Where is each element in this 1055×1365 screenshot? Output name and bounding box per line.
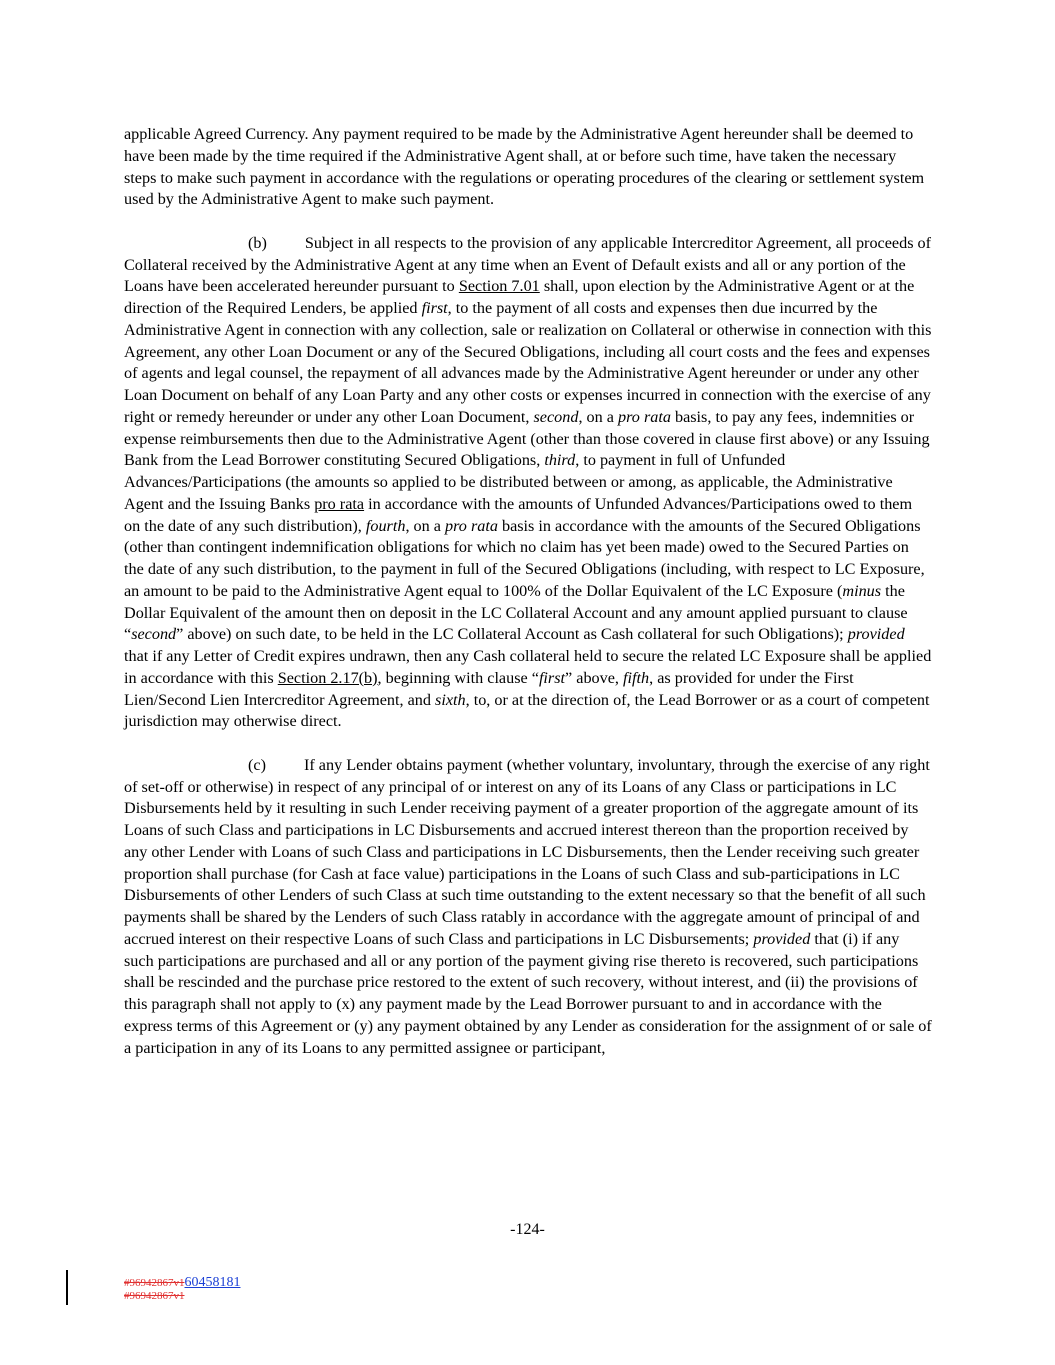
emphasis-third: third <box>544 451 576 470</box>
paragraph-b-text: , on a <box>405 516 446 535</box>
section-ref-7-01: Section 7.01 <box>458 277 540 296</box>
paragraph-c <box>124 755 932 1060</box>
paragraph-b-text: basis, to pay any fees, indemnities or expense reimbursements then due to the Administrative Agent (other than those covered in clause first above) or any Issuing Bank from the Lead Borrower constituting Secured Obligations, <box>124 407 930 470</box>
emphasis-first: first <box>421 299 448 317</box>
underlined-pro-rata: pro rata <box>314 494 365 513</box>
deleted-document-id: #96942867v1 <box>124 1277 185 1289</box>
emphasis-provided: provided <box>753 929 811 948</box>
clause-label-c: (c) <box>248 755 266 774</box>
paragraph-b-text: ” above) on such date, to be held in the LC Collateral Account as Cash collateral for such Obligations); <box>176 625 848 644</box>
paragraph-b-text: in accordance with the amounts of Unfunded Advances/Participations owed to them on the date of any such distribution), <box>124 494 913 535</box>
document-id-line-1 <box>124 1276 241 1290</box>
emphasis-pro-rata: pro rata <box>618 407 671 426</box>
document-body <box>124 124 932 1081</box>
deleted-document-id: #96942867v1 <box>124 1290 185 1302</box>
emphasis-sixth: sixth <box>435 690 466 709</box>
emphasis-fourth: fourth <box>365 516 406 535</box>
paragraph-b-text: , as provided for under the First Lien/Second Lien Intercreditor Agreement, and <box>124 668 854 709</box>
emphasis-second: second <box>533 407 579 426</box>
paragraph-b-text: Subject in all respects to the provision of any applicable Intercreditor Agreement, all proceeds of Collateral received by the Administrative Agent at any time when an Event of Default exists and all or any portion of the Loans have been accelerated hereunder pursuant to <box>124 233 932 296</box>
emphasis-pro-rata: pro rata <box>445 516 498 535</box>
paragraph-b-text: shall, upon election by the Administrative Agent or at the direction of the Required Lenders, be applied <box>124 277 915 317</box>
paragraph-b <box>124 233 932 733</box>
emphasis-second: second <box>131 625 177 644</box>
paragraph-c-text: that (i) if any such participations are purchased and all or any portion of the payment giving rise thereto is recovered, such participations shall be rescinded and the purchase price restored to the extent of such recovery, without interest, and (ii) the provisions of this paragraph shall not apply to (x) any payment made by the Lead Borrower pursuant to and in accordance with the express terms of this Agreement or (y) any payment obtained by any Lender as consideration for the assignment of or sale of a participation in any of its Loans to any permitted assignee or participant, <box>124 929 932 1057</box>
paragraph-b-text: ” above, <box>565 668 624 687</box>
paragraph-b-text: that if any Letter of Credit expires undrawn, then any Cash collateral held to secure the related LC Exposure shall be applied in accordance with this <box>124 647 932 687</box>
paragraph-b-text: , to payment in full of Unfunded Advances/Participations (the amounts so applied to be distributed between or among, as applicable, the Administrative Agent and the Issuing Banks <box>124 451 893 513</box>
revision-change-bar <box>66 1270 68 1305</box>
paragraph-b-text: basis in accordance with the amounts of the Secured Obligations (other than contingent indemnification obligations for which no claim has yet been made) owed to the Secured Parties on the date of any such distribution, to the payment in full of the Secured Obligations (including, with respect to LC Exposure, an amount to be paid to the Administrative Agent equal to 100% of the Dollar Equivalent of the LC Exposure ( <box>124 516 925 600</box>
paragraph-a <box>124 124 932 211</box>
emphasis-first: first <box>538 668 566 687</box>
emphasis-provided: provided <box>847 625 905 644</box>
document-id-line-2 <box>124 1290 185 1303</box>
emphasis-minus: minus <box>842 581 882 600</box>
paragraph-b-text: the Dollar Equivalent of the amount then on deposit in the LC Collateral Account and any amount applied pursuant to clause “ <box>124 581 908 644</box>
emphasis-fifth: fifth <box>623 668 650 687</box>
section-ref-2-17b: Section 2.17(b) <box>277 668 378 687</box>
paragraph-b-text: , on a <box>578 407 619 426</box>
paragraph-b-text: , beginning with clause “ <box>377 668 539 687</box>
paragraph-b-text: , to the payment of all costs and expenses then due incurred by the Administrative Agent in connection with any collection, sale or realization on Collateral or otherwise in connection with this Agreement, any other Loan Document or any of the Secured Obligations, including all court costs and the fees and expenses of agents and legal counsel, the repayment of all advances made by the Administrative Agent hereunder or under any other Loan Document on behalf of any Loan Party and any other costs or expenses incurred in connection with the exercise of any right or remedy hereunder or under any other Loan Document, <box>124 299 932 426</box>
clause-label-b: (b) <box>248 233 267 252</box>
paragraph-b-text: , to, or at the direction of, the Lead Borrower or as a court of competent jurisdiction may otherwise direct. <box>124 690 930 731</box>
paragraph-a-text: applicable Agreed Currency. Any payment required to be made by the Administrative Agent hereunder shall be deemed to have been made by the time required if the Administrative Agent shall, at or before such time, have taken the necessary steps to make such payment in accordance with the regulations or operating procedures of the clearing or settlement system used by the Administrative Agent to make such payment. <box>124 125 925 209</box>
inserted-document-id: 60458181 <box>184 1275 241 1290</box>
paragraph-c-text: If any Lender obtains payment (whether voluntary, involuntary, through the exercise of any right of set-off or otherwise) in respect of any principal of or interest on any of its Loans of any Class or participations in LC Disbursements held by it resulting in such Lender receiving payment of a greater proportion of the aggregate amount of its Loans of such Class and participations in LC Disbursements and accrued interest thereon than the proportion received by any other Lender with Loans of such Class and participations in LC Disbursements, then the Lender receiving such greater proportion shall purchase (for Cash at face value) participations in the Loans of such Class and sub-participations in LC Disbursements of other Lenders of such Class at such time outstanding to the extent necessary so that the benefit of all such payments shall be shared by the Lenders of such Class ratably in accordance with the aggregate amount of principal of and accrued interest on their respective Loans of such Class and participations in LC Disbursements; <box>124 755 930 948</box>
page-number: -124- <box>510 1221 545 1238</box>
